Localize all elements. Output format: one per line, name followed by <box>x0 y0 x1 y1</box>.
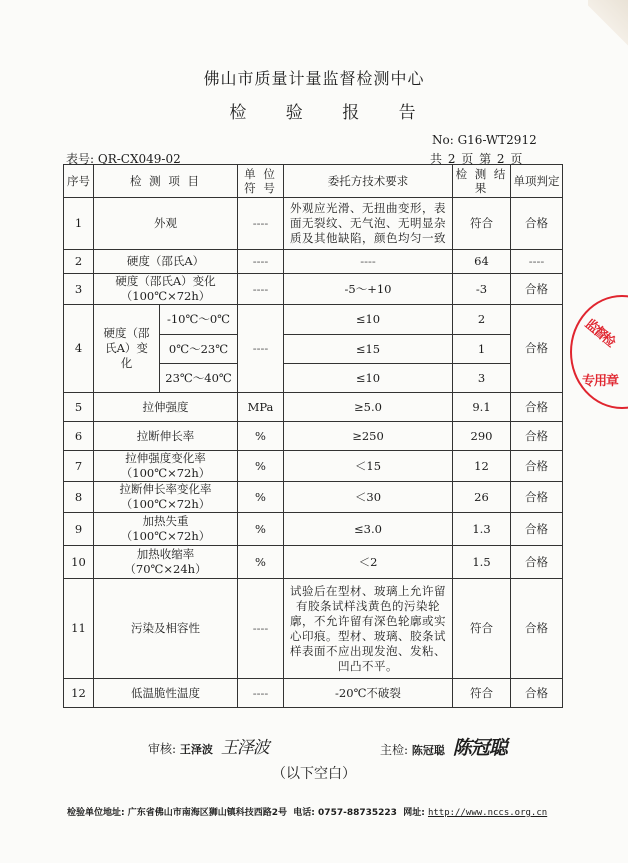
cell-item <box>94 513 238 546</box>
cell-unit: % <box>238 482 284 513</box>
cell-result: 符合 <box>453 198 511 250</box>
form-number: 表号: QR-CX049-02 <box>66 152 181 166</box>
cell-unit: ---- <box>238 274 284 305</box>
cell-result: 64 <box>453 250 511 274</box>
cell-judgment: 合格 <box>511 546 563 579</box>
phone-value: 0757-88735223 <box>318 808 397 818</box>
cell-item <box>94 274 238 305</box>
cell-seq: 1 <box>64 198 94 250</box>
cell-judgment: 合格 <box>511 482 563 513</box>
cell-result: 290 <box>453 422 511 451</box>
inspector-label: 主检: <box>380 743 409 757</box>
cell-judgment: 合格 <box>511 422 563 451</box>
cell-seq: 8 <box>64 482 94 513</box>
cell-judgment: 合格 <box>511 305 563 393</box>
table-row <box>64 546 563 579</box>
web-label: 网址: <box>403 808 425 818</box>
item-condition: （100℃×72h） <box>120 466 211 480</box>
table-row <box>64 250 563 274</box>
cell-item: 外观 <box>94 198 238 250</box>
cell-seq: 11 <box>64 579 94 679</box>
table-row <box>64 513 563 546</box>
cell-unit: ---- <box>238 305 284 393</box>
inspection-table <box>63 164 563 708</box>
cell-requirement: ＜30 <box>284 482 453 513</box>
cell-judgment: 合格 <box>511 274 563 305</box>
cell-judgment: 合格 <box>511 513 563 546</box>
cell-seq: 3 <box>64 274 94 305</box>
cell-result: -3 <box>453 274 511 305</box>
item-condition: （100℃×72h） <box>120 529 211 543</box>
cell-item: 低温脆性温度 <box>94 679 238 708</box>
table-row <box>64 198 563 250</box>
table-row <box>64 393 563 422</box>
cell-judgment: 合格 <box>511 451 563 482</box>
cell-range: 23℃～40℃ <box>160 364 238 393</box>
cell-seq: 9 <box>64 513 94 546</box>
cell-item: 污染及相容性 <box>94 579 238 679</box>
inspector-signature-block <box>380 733 507 760</box>
cell-result: 3 <box>453 364 511 393</box>
table-header-row <box>64 165 563 198</box>
official-seal-stamp <box>570 295 628 409</box>
table-row <box>64 305 563 335</box>
cell-result: 1 <box>453 335 511 364</box>
cell-result: 26 <box>453 482 511 513</box>
table-row <box>64 579 563 679</box>
cell-judgment: ---- <box>511 250 563 274</box>
item-name: 硬度（邵氏A）变化 <box>115 274 216 288</box>
website-link[interactable]: http://www.nccs.org.cn <box>427 808 548 818</box>
cell-item: 拉断伸长率 <box>94 422 238 451</box>
cell-unit: ---- <box>238 198 284 250</box>
footer-contact <box>67 805 547 818</box>
document-title: 检 验 报 告 <box>229 103 433 123</box>
cell-seq: 10 <box>64 546 94 579</box>
address-value: 广东省佛山市南海区狮山镇科技西路2号 <box>127 808 288 818</box>
organization-name: 佛山市质量计量监督检测中心 <box>203 69 425 88</box>
item-condition: （100℃×72h） <box>120 289 211 303</box>
reviewer-handwritten-signature: 王泽波 <box>220 738 269 758</box>
table-row <box>64 679 563 708</box>
cell-seq: 12 <box>64 679 94 708</box>
item-name: 加热收缩率 <box>136 547 195 561</box>
cell-requirement: ≤10 <box>284 305 453 335</box>
cell-requirement: ≥250 <box>284 422 453 451</box>
col-header-requirement: 委托方技术要求 <box>284 165 453 198</box>
reviewer-name: 王泽波 <box>179 743 213 756</box>
cell-item <box>94 451 238 482</box>
blank-below-note: （以下空白） <box>272 766 356 782</box>
cell-unit: MPa <box>238 393 284 422</box>
reviewer-label: 审核: <box>148 742 177 756</box>
cell-unit: ---- <box>238 579 284 679</box>
cell-judgment: 合格 <box>511 393 563 422</box>
cell-result: 1.3 <box>453 513 511 546</box>
col-header-unit: 单 位 符 号 <box>238 165 284 198</box>
cell-requirement: ≤15 <box>284 335 453 364</box>
cell-range: 0℃～23℃ <box>160 335 238 364</box>
col-header-item: 检 测 项 目 <box>94 165 238 198</box>
cell-seq: 5 <box>64 393 94 422</box>
stamp-text-bottom: 专用章 <box>582 374 619 389</box>
page-corner-fold <box>588 0 628 60</box>
item-name: 加热失重 <box>142 514 189 528</box>
cell-seq: 2 <box>64 250 94 274</box>
item-name: 拉断伸长率变化率 <box>119 482 212 496</box>
cell-requirement: ≥5.0 <box>284 393 453 422</box>
table-row <box>64 422 563 451</box>
cell-requirement: 试验后在型材、玻璃上允许留有胶条试样浅黄色的污染轮廓，不允许留有深色轮廓或实心印痕。型材、玻璃、胶条试样表面不应出现发泡、发粘、凹凸不平。 <box>284 579 453 679</box>
inspector-name: 陈冠聪 <box>411 744 445 757</box>
page-info: 共 2 页 第 2 页 <box>430 152 524 166</box>
stamp-text-top: 监督检 <box>581 316 617 350</box>
cell-judgment: 合格 <box>511 579 563 679</box>
cell-seq: 6 <box>64 422 94 451</box>
col-header-result: 检 测 结 果 <box>453 165 511 198</box>
reviewer-signature-block <box>148 733 269 758</box>
cell-result: 2 <box>453 305 511 335</box>
phone-label: 电话: <box>293 808 315 818</box>
cell-requirement: ≤3.0 <box>284 513 453 546</box>
col-header-seq: 序号 <box>64 165 94 198</box>
item-name: 拉伸强度变化率 <box>125 451 206 465</box>
cell-result: 1.5 <box>453 546 511 579</box>
report-number: No: G16-WT2912 <box>432 133 537 147</box>
cell-result: 符合 <box>453 579 511 679</box>
cell-requirement: 外观应光滑、无扭曲变形，表面无裂纹、无气泡、无明显杂质及其他缺陷，颜色均匀一致 <box>284 198 453 250</box>
table-row <box>64 274 563 305</box>
cell-item <box>94 546 238 579</box>
cell-item: 拉伸强度 <box>94 393 238 422</box>
item-condition: （100℃×72h） <box>120 497 211 511</box>
cell-unit: % <box>238 546 284 579</box>
cell-item: 硬度（邵氏A）变化 <box>94 305 160 393</box>
table-row <box>64 482 563 513</box>
table-row <box>64 451 563 482</box>
cell-requirement: -5～+10 <box>284 274 453 305</box>
cell-unit: ---- <box>238 250 284 274</box>
inspector-handwritten-signature: 陈冠聪 <box>452 737 507 759</box>
cell-unit: % <box>238 513 284 546</box>
cell-requirement: ＜15 <box>284 451 453 482</box>
cell-judgment: 合格 <box>511 679 563 708</box>
cell-requirement: -20℃不破裂 <box>284 679 453 708</box>
cell-item: 硬度（邵氏A） <box>94 250 238 274</box>
cell-unit: ---- <box>238 679 284 708</box>
cell-requirement: ≤10 <box>284 364 453 393</box>
cell-result: 符合 <box>453 679 511 708</box>
cell-seq: 7 <box>64 451 94 482</box>
cell-requirement: ---- <box>284 250 453 274</box>
address-label: 检验单位地址: <box>67 808 125 818</box>
cell-seq: 4 <box>64 305 94 393</box>
cell-item <box>94 482 238 513</box>
cell-unit: % <box>238 451 284 482</box>
cell-unit: % <box>238 422 284 451</box>
cell-result: 9.1 <box>453 393 511 422</box>
col-header-judgment: 单项判定 <box>511 165 563 198</box>
cell-requirement: ＜2 <box>284 546 453 579</box>
item-condition: （70℃×24h） <box>124 562 207 576</box>
cell-judgment: 合格 <box>511 198 563 250</box>
cell-result: 12 <box>453 451 511 482</box>
cell-range: -10℃～0℃ <box>160 305 238 335</box>
